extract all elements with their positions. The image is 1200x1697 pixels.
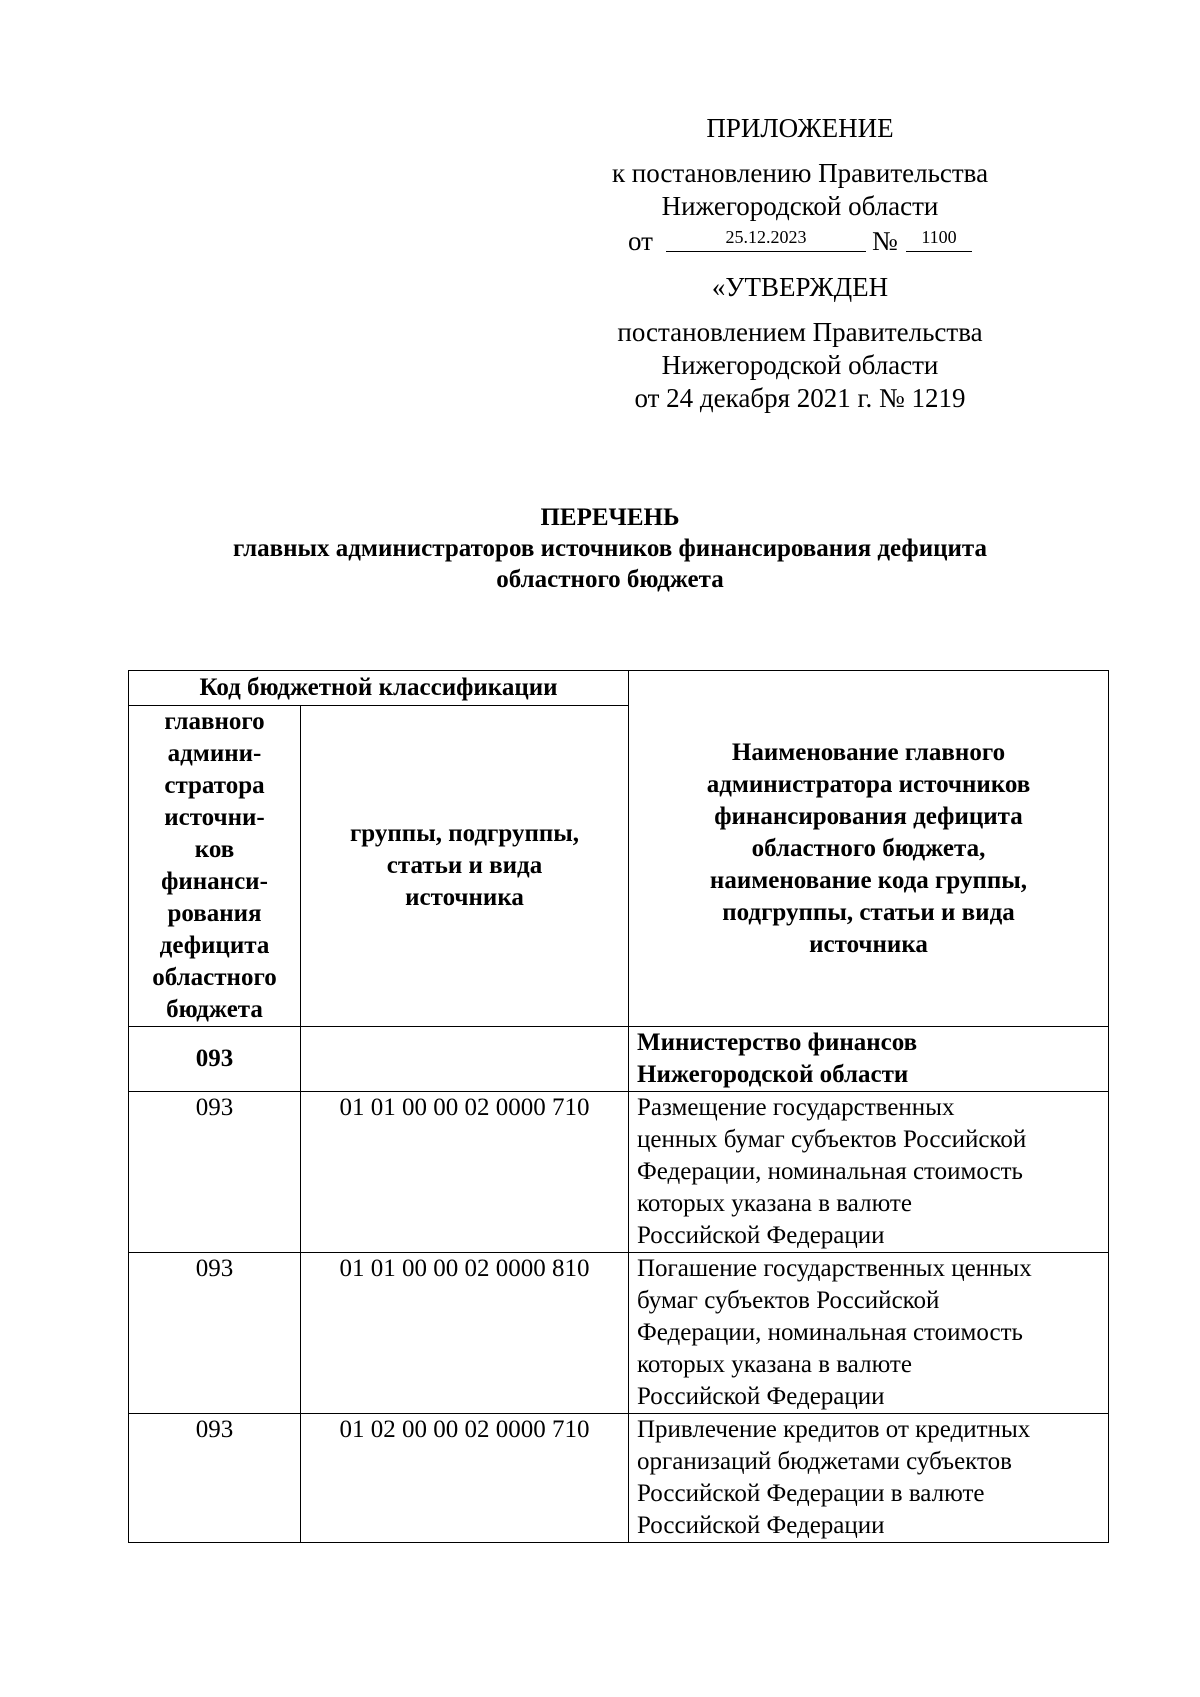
table-row <box>129 1027 1109 1092</box>
cell-name-line: Федерации, номинальная стоимость <box>637 1319 1023 1346</box>
header-group-line: статьи и вида <box>386 852 543 879</box>
header-admin-line: областного <box>152 964 277 991</box>
number-field: 1100 <box>906 223 972 252</box>
approved-line-2: Нижегородской области <box>661 350 939 380</box>
cell-name-line: ценных бумаг субъектов Российской <box>637 1126 1027 1153</box>
appendix-date-row <box>560 223 1040 259</box>
cell-name-line: Министерство финансов <box>637 1029 918 1056</box>
header-name-line: подгруппы, статьи и вида <box>722 898 1015 926</box>
table-row <box>129 1092 1109 1253</box>
table-body <box>129 1027 1109 1543</box>
approved-block <box>560 271 1040 415</box>
header-name-line: наименование кода группы, <box>709 866 1028 894</box>
date-prefix: от <box>628 226 653 256</box>
cell-name <box>629 1414 1109 1543</box>
header-name <box>629 671 1109 1027</box>
cell-name <box>629 1092 1109 1253</box>
cell-name-line: которых указана в валюте <box>637 1190 912 1217</box>
cell-admin-code: 093 <box>129 1253 301 1414</box>
number-sign: № <box>872 226 898 256</box>
approved-head: «УТВЕРЖДЕН <box>711 272 889 302</box>
header-admin-line: админи- <box>167 740 262 767</box>
table-row <box>129 1414 1109 1543</box>
header-admin-lines <box>137 706 292 1026</box>
cell-source-code: 01 02 00 00 02 0000 710 <box>301 1414 629 1543</box>
document-title-line-3: областного бюджета <box>496 566 724 593</box>
cell-name-line: бумаг субъектов Российской <box>637 1287 940 1314</box>
appendix-title: ПРИЛОЖЕНИЕ <box>706 113 894 143</box>
cell-name <box>629 1027 1109 1092</box>
cell-source-code: 01 01 00 00 02 0000 710 <box>301 1092 629 1253</box>
header-name-line: областного бюджета, <box>751 834 986 862</box>
cell-name-line: Нижегородской области <box>637 1061 909 1088</box>
approved-line-3: от 24 декабря 2021 г. № 1219 <box>634 383 966 413</box>
cell-name-line: Российской Федерации <box>637 1512 885 1539</box>
document-title <box>120 502 1100 595</box>
cell-name-line: которых указана в валюте <box>637 1351 912 1378</box>
header-budget-code: Код бюджетной классификации <box>129 671 629 706</box>
table-row <box>129 1253 1109 1414</box>
header-name-line: финансирования дефицита <box>714 802 1023 830</box>
cell-name-line: Российской Федерации <box>637 1222 885 1249</box>
header-name-line: администратора источников <box>706 770 1031 798</box>
cell-source-code: 01 01 00 00 02 0000 810 <box>301 1253 629 1414</box>
header-group-lines <box>309 818 620 914</box>
cell-name-line: Размещение государственных <box>637 1094 955 1121</box>
header-admin-line: стратора <box>164 772 265 799</box>
cell-name-line: Погашение государственных ценных <box>637 1255 1032 1282</box>
administrators-table <box>128 670 1109 1543</box>
approved-line-1: постановлением Правительства <box>617 317 983 347</box>
header-admin-line: главного <box>164 708 265 735</box>
header-admin-line: финанси- <box>161 868 268 895</box>
cell-name-line: Федерации, номинальная стоимость <box>637 1158 1023 1185</box>
document-title-line-2: главных администраторов источников финансирования дефицита <box>232 535 988 562</box>
header-group-line: группы, подгруппы, <box>349 820 580 847</box>
date-field: 25.12.2023 <box>666 223 866 252</box>
header-admin-line: дефицита <box>159 932 270 959</box>
cell-admin-code: 093 <box>129 1414 301 1543</box>
appendix-line-1: к постановлению Правительства <box>611 158 989 188</box>
cell-name <box>629 1253 1109 1414</box>
header-admin-line: рования <box>167 900 262 927</box>
header-name-line: источника <box>809 930 928 958</box>
header-name-line: Наименование главного <box>731 738 1006 766</box>
header-name-lines <box>637 737 1100 961</box>
cell-admin-code: 093 <box>129 1027 301 1092</box>
header-group-line: источника <box>405 884 524 911</box>
header-admin-line: источни- <box>164 804 265 831</box>
cell-name-line: Российской Федерации в валюте <box>637 1480 985 1507</box>
header-admin <box>129 706 301 1027</box>
header-admin-line: ков <box>194 836 235 863</box>
cell-name-line: Российской Федерации <box>637 1383 885 1410</box>
cell-name-line: организаций бюджетами субъектов <box>637 1448 1012 1475</box>
document-title-line-1: ПЕРЕЧЕНЬ <box>540 504 680 531</box>
cell-source-code <box>301 1027 629 1092</box>
header-admin-line: бюджета <box>166 996 263 1023</box>
header-group <box>301 706 629 1027</box>
cell-admin-code: 093 <box>129 1092 301 1253</box>
appendix-block <box>560 112 1040 415</box>
cell-name-line: Привлечение кредитов от кредитных <box>637 1416 1031 1443</box>
appendix-line-2: Нижегородской области <box>661 191 939 221</box>
